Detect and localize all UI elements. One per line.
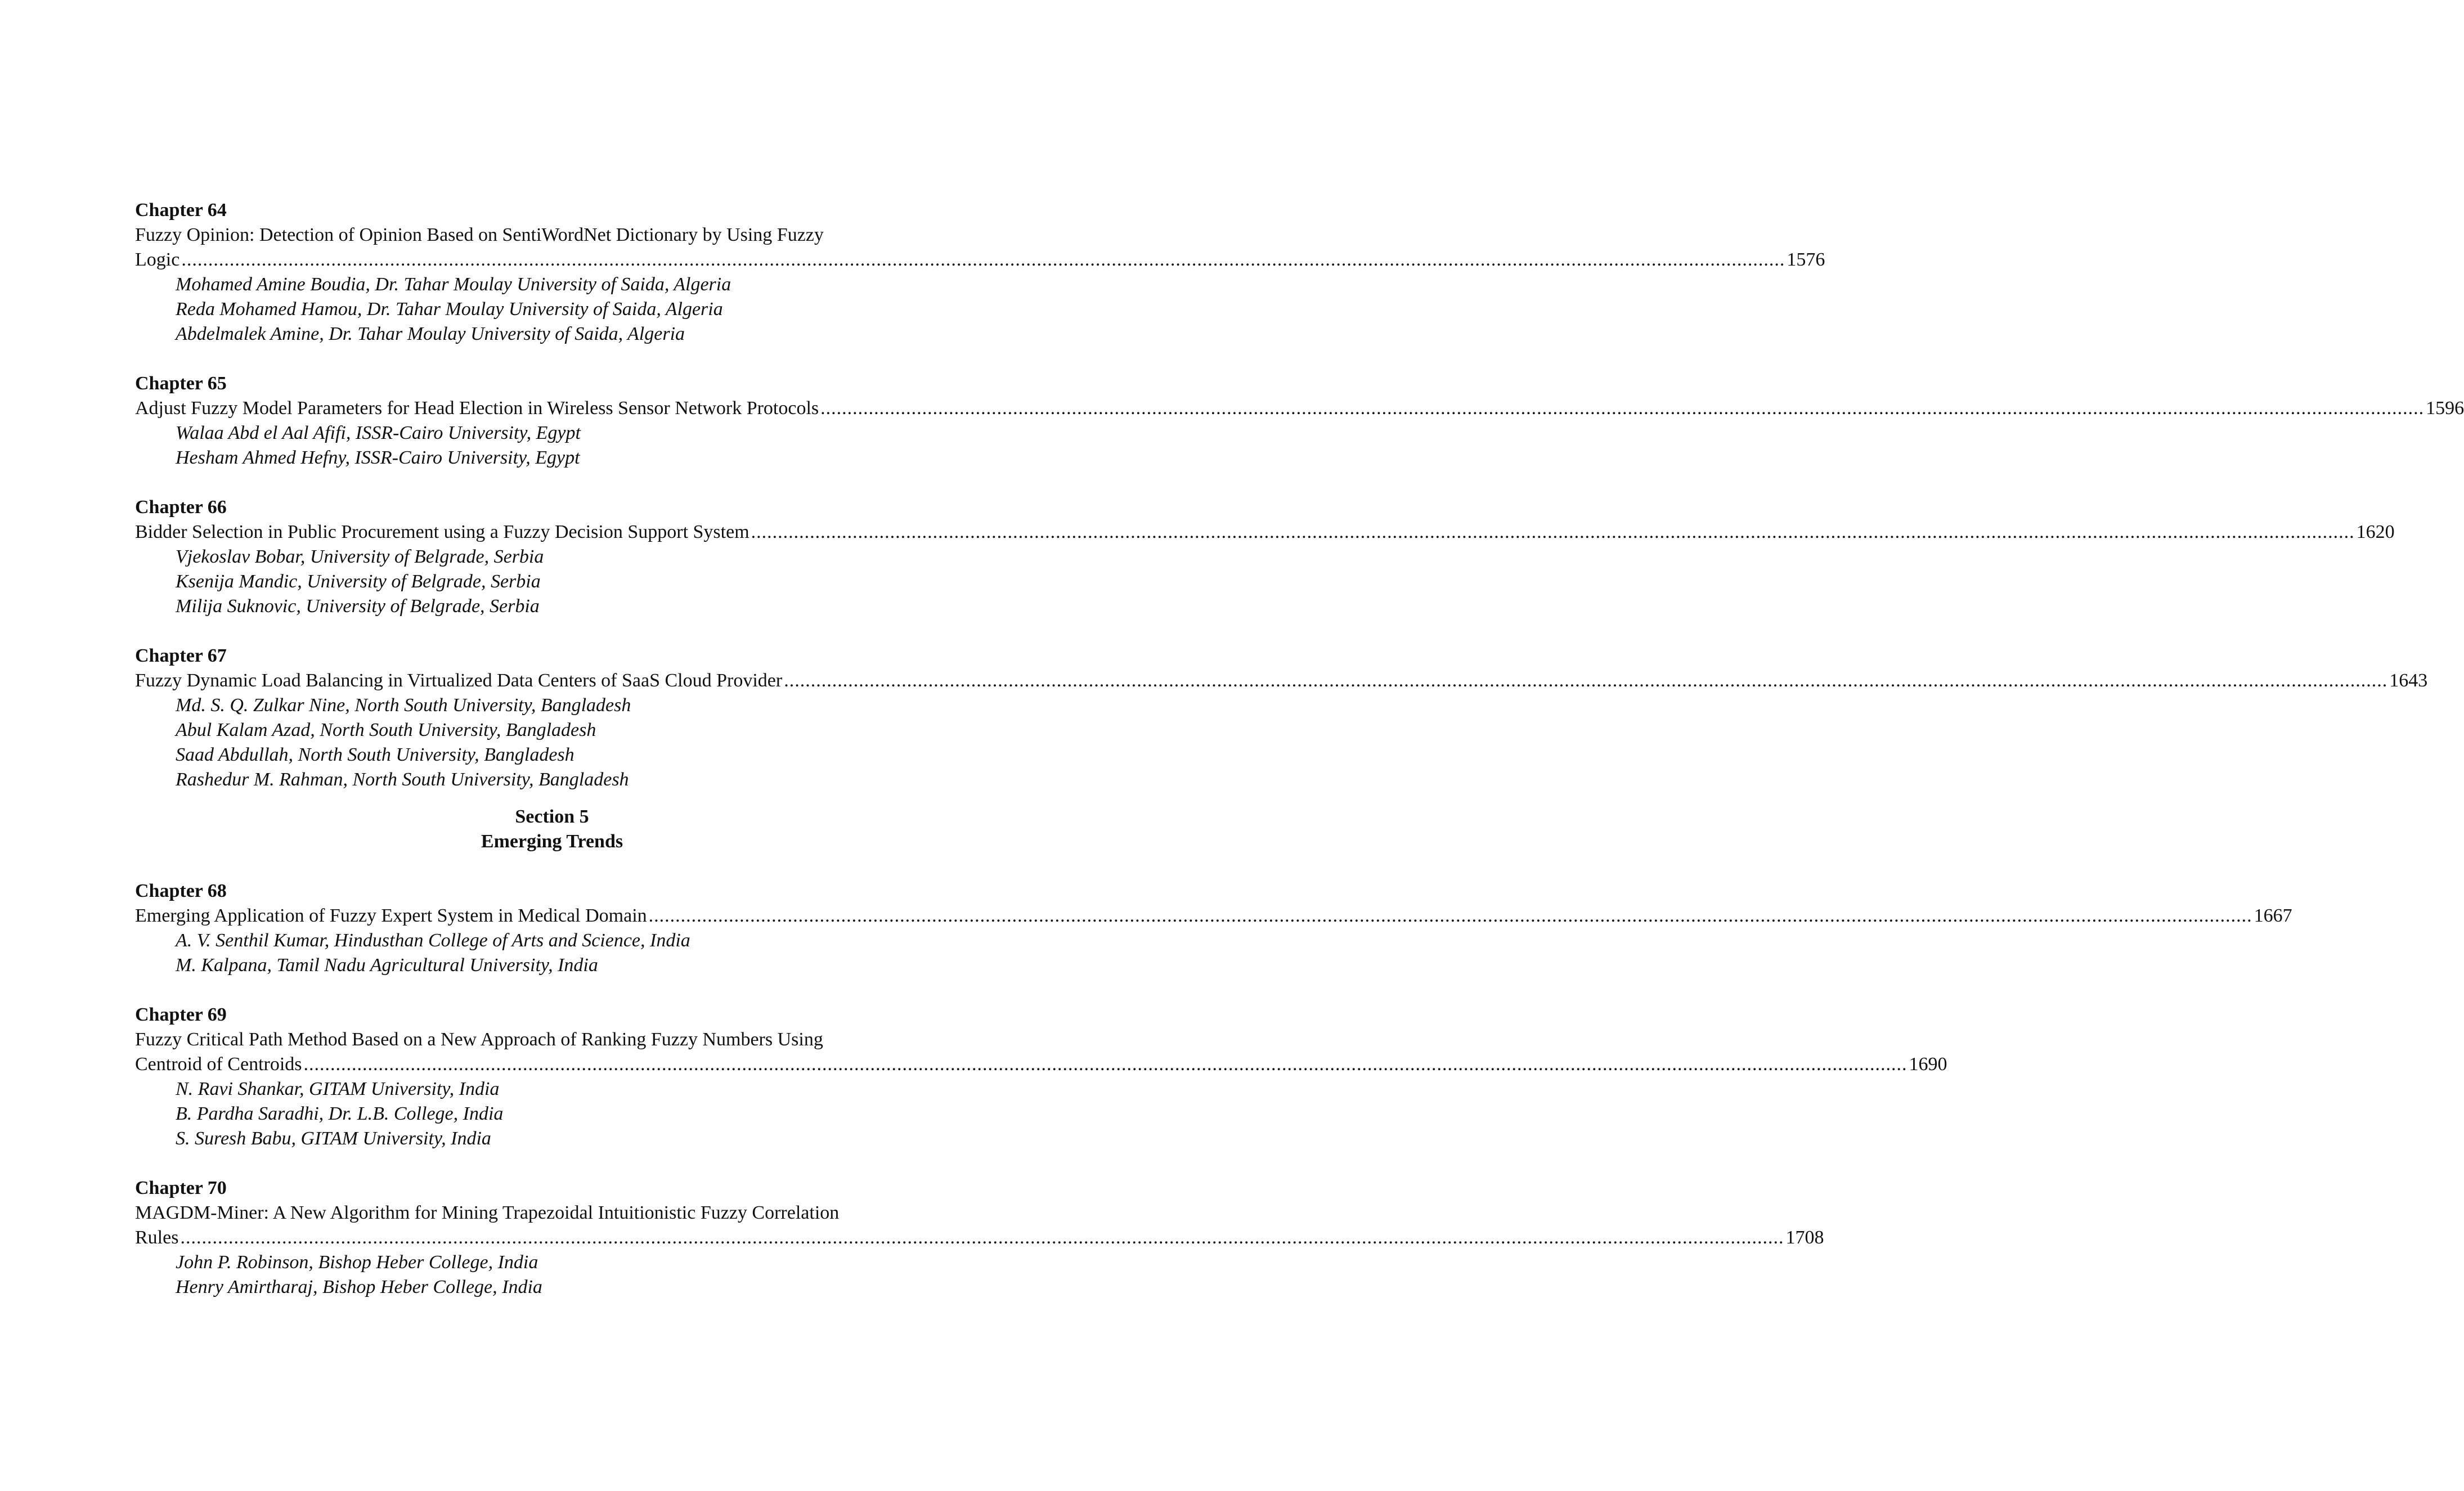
- author-line: Abdelmalek Amine, Dr. Tahar Moulay University of Saida, Algeria: [176, 324, 685, 344]
- chapter-title-line: Fuzzy Critical Path Method Based on a New Approach of Ranking Fuzzy Numbers Using: [135, 1029, 823, 1050]
- chapter-heading: Chapter 67: [135, 645, 227, 666]
- chapter-entry: [135, 644, 2428, 792]
- chapter-title-leader[interactable]: [135, 668, 2428, 693]
- author-line: Saad Abdullah, North South University, Bangladesh: [176, 744, 575, 765]
- dot-leader: ............................................................................................................................................................................................................................................................................................................: [751, 522, 2355, 542]
- chapter-title-text: Centroid of Centroids: [135, 1054, 302, 1075]
- section-title: Emerging Trends: [481, 831, 623, 852]
- chapter-heading: Chapter 64: [135, 200, 227, 221]
- chapter-title-text: Logic: [135, 249, 180, 270]
- chapter-title-leader[interactable]: [135, 248, 1825, 272]
- chapter-heading: Chapter 69: [135, 1004, 227, 1025]
- author-line: Rashedur M. Rahman, North South University, Bangladesh: [176, 769, 629, 790]
- chapter-title-leader[interactable]: [135, 1225, 1824, 1250]
- dot-leader: ............................................................................................................................................................................................................................................................................................................: [820, 398, 2425, 419]
- spacer: [135, 347, 969, 371]
- page-number: 1667: [2254, 905, 2292, 926]
- chapter-entry: [135, 371, 2464, 470]
- spacer: [135, 470, 969, 495]
- author-line: John P. Robinson, Bishop Heber College, India: [176, 1252, 538, 1273]
- page-number: 1596: [2426, 398, 2464, 419]
- author-line: N. Ravi Shankar, GITAM University, India: [176, 1079, 500, 1099]
- chapter-title-text: Rules: [135, 1227, 179, 1248]
- author-line: A. V. Senthil Kumar, Hindusthan College of Arts and Science, India: [176, 930, 690, 951]
- spacer: [135, 1151, 969, 1176]
- chapter-entry: [135, 198, 1825, 347]
- chapter-entry: [135, 879, 2292, 978]
- chapter-title-text: Bidder Selection in Public Procurement using a Fuzzy Decision Support System: [135, 522, 749, 542]
- author-line: Md. S. Q. Zulkar Nine, North South University, Bangladesh: [176, 695, 631, 716]
- spacer: [135, 619, 969, 644]
- spacer: [135, 854, 969, 879]
- dot-leader: ............................................................................................................................................................................................................................................................................................................: [181, 249, 1785, 270]
- chapter-title-leader[interactable]: [135, 396, 2464, 421]
- author-line: Abul Kalam Azad, North South University, Bangladesh: [176, 720, 596, 740]
- page-number: 1708: [1785, 1227, 1824, 1248]
- section-number: Section 5: [515, 806, 589, 827]
- author-line: B. Pardha Saradhi, Dr. L.B. College, India: [176, 1103, 504, 1124]
- chapter-title-text: Emerging Application of Fuzzy Expert System in Medical Domain: [135, 905, 647, 926]
- page-number: 1643: [2389, 670, 2428, 691]
- dot-leader: ............................................................................................................................................................................................................................................................................................................: [180, 1227, 1784, 1248]
- chapter-entry: [135, 495, 2395, 619]
- chapter-heading: Chapter 66: [135, 497, 227, 518]
- author-line: S. Suresh Babu, GITAM University, India: [176, 1128, 491, 1149]
- chapter-title-line: MAGDM-Miner: A New Algorithm for Mining Trapezoidal Intuitionistic Fuzzy Correlation: [135, 1202, 840, 1223]
- table-of-contents: [135, 198, 2464, 1300]
- page-number: 1576: [1787, 249, 1825, 270]
- chapter-heading: Chapter 65: [135, 373, 227, 394]
- chapter-entry: [135, 1003, 1947, 1151]
- dot-leader: ............................................................................................................................................................................................................................................................................................................: [303, 1054, 1908, 1075]
- author-line: Walaa Abd el Aal Afifi, ISSR-Cairo University, Egypt: [176, 423, 581, 443]
- chapter-title-leader[interactable]: [135, 1052, 1947, 1077]
- chapter-title-leader[interactable]: [135, 904, 2292, 928]
- author-line: M. Kalpana, Tamil Nadu Agricultural University, India: [176, 955, 598, 976]
- spacer: [135, 978, 969, 1003]
- chapter-title-text: Adjust Fuzzy Model Parameters for Head Election in Wireless Sensor Network Protocols: [135, 398, 819, 419]
- author-line: Mohamed Amine Boudia, Dr. Tahar Moulay University of Saida, Algeria: [176, 274, 731, 295]
- page-number: 1620: [2356, 522, 2395, 542]
- chapter-title-text: Fuzzy Dynamic Load Balancing in Virtualized Data Centers of SaaS Cloud Provider: [135, 670, 783, 691]
- author-line: Vjekoslav Bobar, University of Belgrade, Serbia: [176, 546, 544, 567]
- chapter-heading: Chapter 68: [135, 881, 227, 901]
- section-heading: [135, 805, 969, 854]
- dot-leader: ............................................................................................................................................................................................................................................................................................................: [648, 905, 2252, 926]
- chapter-title-line: Fuzzy Opinion: Detection of Opinion Based on SentiWordNet Dictionary by Using Fuzzy: [135, 224, 824, 245]
- dot-leader: ............................................................................................................................................................................................................................................................................................................: [784, 670, 2388, 691]
- author-line: Reda Mohamed Hamou, Dr. Tahar Moulay University of Saida, Algeria: [176, 299, 723, 320]
- chapter-title-leader[interactable]: [135, 520, 2395, 545]
- author-line: Milija Suknovic, University of Belgrade, Serbia: [176, 596, 540, 617]
- chapter-heading: Chapter 70: [135, 1178, 227, 1198]
- author-line: Henry Amirtharaj, Bishop Heber College, India: [176, 1277, 542, 1297]
- chapter-entry: [135, 1176, 1824, 1300]
- page-number: 1690: [1909, 1054, 1947, 1075]
- author-line: Ksenija Mandic, University of Belgrade, Serbia: [176, 571, 541, 592]
- author-line: Hesham Ahmed Hefny, ISSR-Cairo University, Egypt: [176, 447, 580, 468]
